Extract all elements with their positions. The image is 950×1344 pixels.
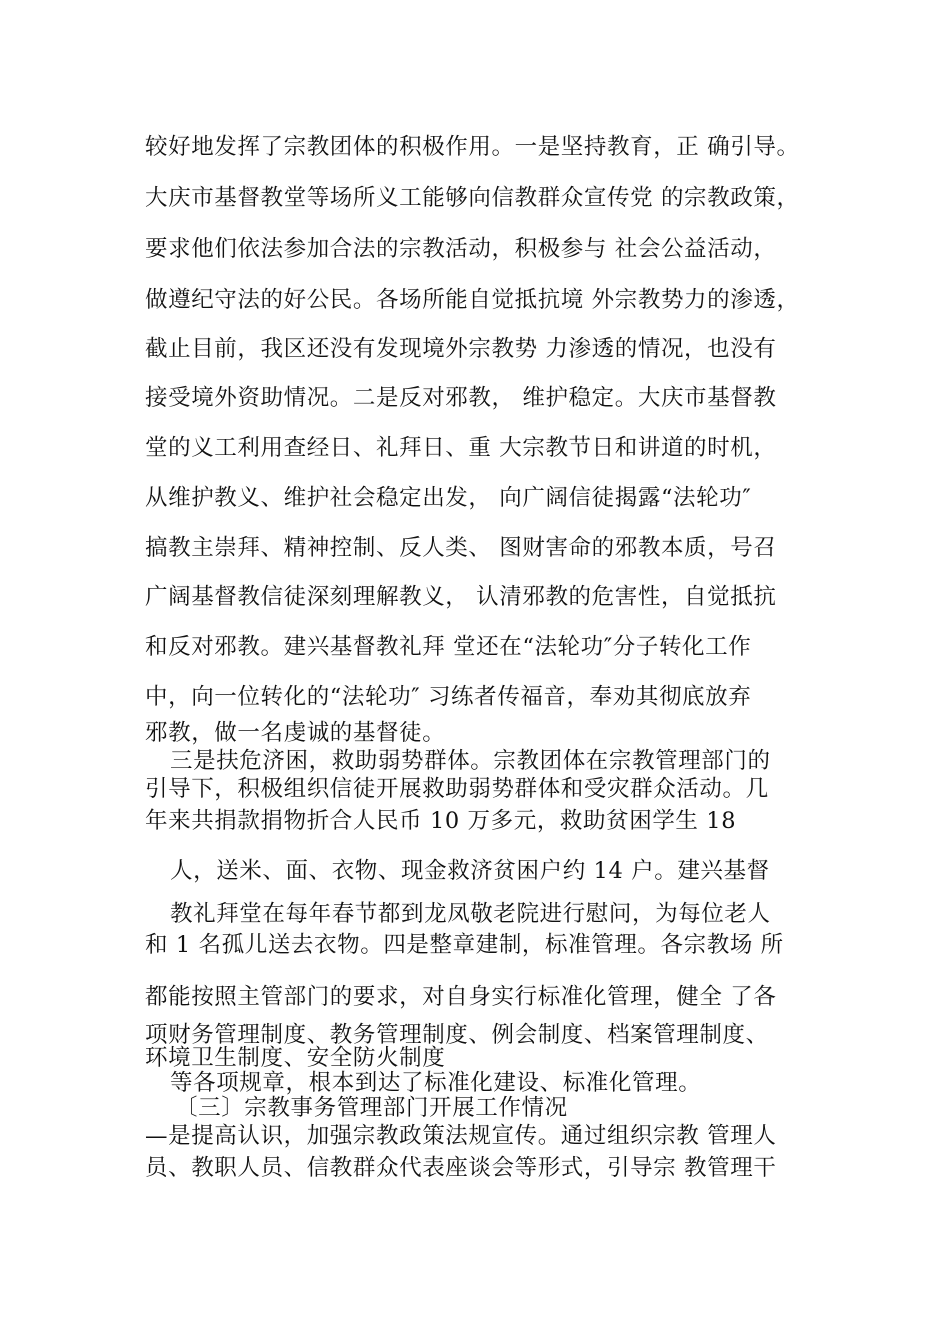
text-line: 环境卫生制度、安全防火制度: [145, 1045, 446, 1071]
section-heading: 〔三〕宗教事务管理部门开展工作情况: [175, 1095, 568, 1121]
text-line: 搞教主崇拜、精神控制、反人类、 图财害命的邪教本质，号召: [145, 535, 777, 561]
text-line: 都能按照主管部门的要求，对自身实行标准化管理，健全 了各: [145, 984, 777, 1010]
text-line: 堂的义工利用查经日、礼拜日、重 大宗教节日和讲道的时机，: [145, 435, 777, 461]
text-line: 引导下，积极组织信徒开展救助弱势群体和受灾群众活动。几: [145, 776, 769, 802]
text-line: 教礼拜堂在每年春节都到龙凤敬老院进行慰问，为每位老人: [170, 901, 771, 927]
text-line: 年来共捐款捐物折合人民币 10 万多元，救助贫困学生 18: [145, 808, 737, 834]
text-line: 较好地发挥了宗教团体的积极作用。一是坚持教育，正 确引导。: [145, 134, 800, 160]
text-line: 员、教职人员、信教群众代表座谈会等形式，引导宗 教管理干: [145, 1155, 777, 1181]
text-line: 接受境外资助情况。二是反对邪教， 维护稳定。大庆市基督教: [145, 385, 777, 411]
text-line: —是提高认识，加强宗教政策法规宣传。通过组织宗教 管理人: [145, 1123, 777, 1149]
text-line: 和反对邪教。建兴基督教礼拜 堂还在“法轮功″分子转化工作: [145, 634, 752, 660]
text-line: 项财务管理制度、教务管理制度、例会制度、档案管理制度、: [145, 1022, 769, 1048]
text-line: 等各项规章，根本到达了标准化建设、标准化管理。: [170, 1070, 702, 1096]
text-line: 人，送米、面、衣物、现金救济贫困户约 14 户。建兴基督: [170, 858, 770, 884]
text-line: 三是扶危济困，救助弱势群体。宗教团体在宗教管理部门的: [170, 748, 771, 774]
text-line: 和 1 名孤儿送去衣物。四是整章建制，标准管理。各宗教场 所: [145, 932, 784, 958]
text-line: 中，向一位转化的“法轮功″ 习练者传福音，奉劝其彻底放弃: [145, 684, 752, 710]
text-line: 要求他们依法参加合法的宗教活动，积极参与 社会公益活动，: [145, 236, 777, 262]
text-line: 从维护教义、维护社会稳定出发， 向广阔信徒揭露“法轮功″: [145, 485, 752, 511]
text-line: 邪教，做一名虔诚的基督徒。: [145, 720, 446, 746]
text-line: 做遵纪守法的好公民。各场所能自觉抵抗境 外宗教势力的渗透，: [145, 287, 800, 313]
text-line: 广阔基督教信徒深刻理解教义， 认清邪教的危害性，自觉抵抗: [145, 584, 777, 610]
text-line: 截止目前，我区还没有发现境外宗教势 力渗透的情况，也没有: [145, 336, 777, 362]
text-line: 大庆市基督教堂等场所义工能够向信教群众宣传党 的宗教政策，: [145, 185, 800, 211]
